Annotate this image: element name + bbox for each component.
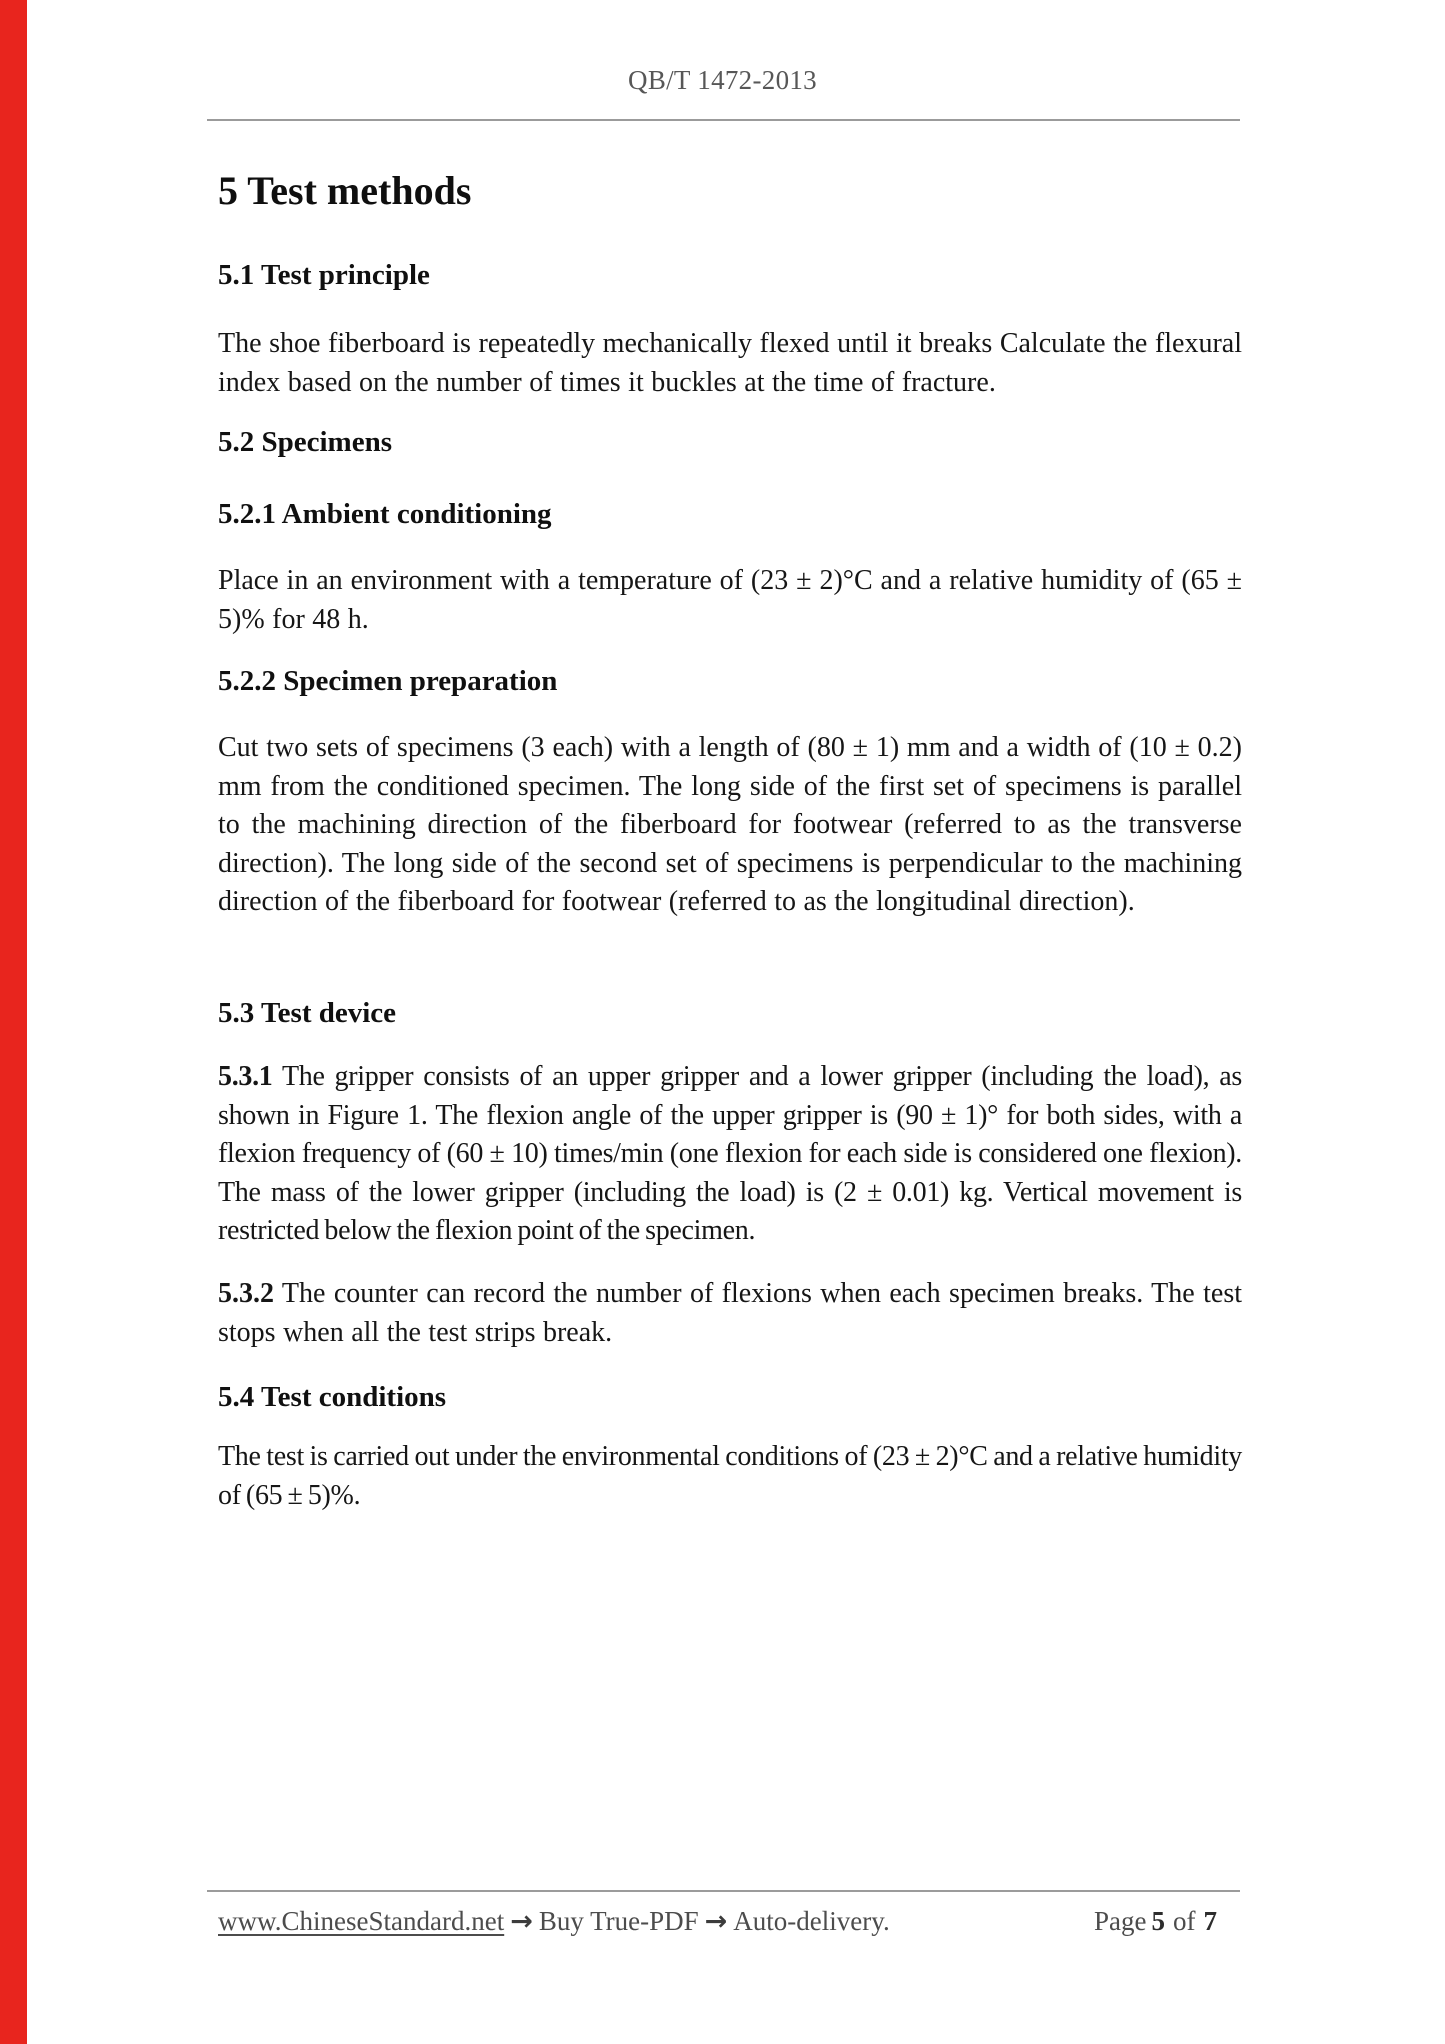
paragraph-ambient-conditioning: Place in an environment with a temperature of (23 ± 2)°C and a relative humidity of (65 ± 5)% for 48 h.: [218, 565, 1242, 635]
paragraph-test-conditions: The test is carried out under the environmental conditions of (23 ± 2)°C and a relative humidity of (65 ± 5)%.: [218, 1441, 1242, 1511]
site-link[interactable]: www.ChineseStandard.net: [218, 1906, 505, 1936]
footer-delivery-text: Auto-delivery.: [733, 1906, 890, 1936]
arrow-right-icon: →: [510, 1906, 533, 1937]
paragraph-specimen-preparation: Cut two sets of specimens (3 each) with a length of (80 ± 1) mm and a width of (10 ± 0.2) mm from the conditioned specimen. The long side of the first set of specimens is parallel to the machining direction of the fiberboard for footwear (referred to as the transverse direction). The long side of the second set of specimens is perpendicular to the machining direction of the fiberboard for footwear (referred to as the longitudinal direction).: [218, 732, 1242, 917]
clause-532-label: 5.3.2: [218, 1278, 274, 1309]
header-rule: [207, 119, 1240, 121]
paragraph-test-principle: The shoe fiberboard is repeatedly mechanically flexed until it breaks Calculate the flexural index based on the number of times it buckles at the time of fracture.: [218, 328, 1242, 398]
clause-531-text: The gripper consists of an upper gripper and a lower gripper (including the load), as shown in Figure 1. The flexion angle of the upper gripper is (90 ± 1)° for both sides, with a flexion frequency of (60 ± 10) times/min (one flexion for each side is considered one flexion). The mass of the lower gripper (including the load) is (2 ± 0.01) kg. Vertical movement is restricted below the flexion point of the specimen.: [218, 1061, 1242, 1246]
page-label: Page: [1094, 1906, 1147, 1936]
footer-nav: [218, 1904, 978, 1939]
heading-specimen-preparation: 5.2.2 Specimen preparation: [218, 665, 558, 697]
of-label: of: [1173, 1906, 1196, 1936]
page-title: 5 Test methods: [218, 168, 472, 213]
page-number: 5: [1151, 1906, 1165, 1936]
arrow-right-icon: →: [704, 1906, 728, 1937]
clause-531-label: 5.3.1: [218, 1061, 273, 1092]
header-doc-code: QB/T 1472-2013: [628, 65, 817, 95]
footer-rule: [207, 1890, 1240, 1892]
paragraph-clause-531: [218, 1058, 1242, 1251]
red-edge-band: [0, 0, 27, 2044]
page-total: 7: [1203, 1906, 1217, 1936]
clause-532-text: The counter can record the number of flexions when each specimen breaks. The test stops when all the test strips break.: [218, 1278, 1242, 1348]
footer-buy-text: Buy True-PDF: [538, 1906, 699, 1936]
heading-test-principle: 5.1 Test principle: [218, 259, 430, 291]
page-indicator: [1000, 1904, 1222, 1938]
heading-test-conditions: 5.4 Test conditions: [218, 1381, 447, 1413]
paragraph-clause-532: [218, 1275, 1242, 1352]
heading-test-device: 5.3 Test device: [218, 997, 397, 1029]
heading-specimens: 5.2 Specimens: [218, 426, 392, 458]
heading-ambient-conditioning: 5.2.1 Ambient conditioning: [218, 498, 552, 530]
